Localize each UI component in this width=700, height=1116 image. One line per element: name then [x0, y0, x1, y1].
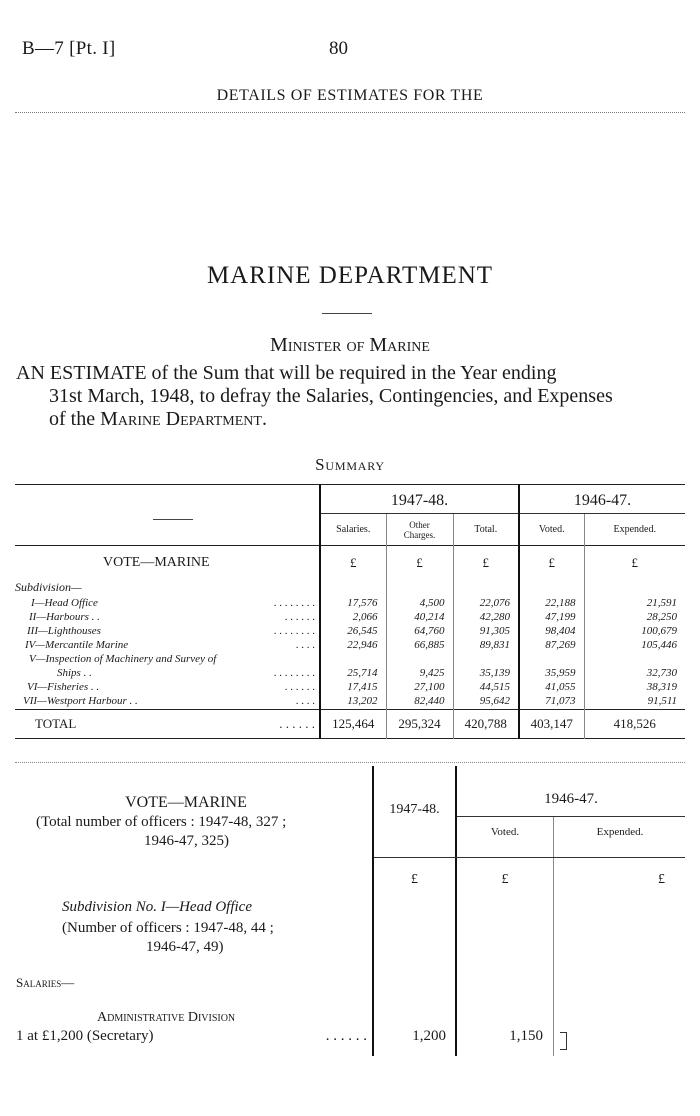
- division-label: Administrative Division: [97, 1010, 236, 1025]
- table-row: Ships . . . . . . . . . . 25,714 9,425 35,139 35,959 32,730: [15, 666, 685, 680]
- currency-symbol: £: [320, 546, 386, 580]
- table-row: III—Lighthouses . . . . . . . . 26,545 64,760 91,305 98,404 100,679: [15, 624, 685, 638]
- vote-title: VOTE—MARINE: [125, 794, 247, 811]
- table-row: V—Inspection of Machinery and Survey of: [15, 652, 685, 666]
- item-voted-value: 1,150: [509, 1028, 543, 1044]
- currency-symbol: £: [519, 546, 584, 580]
- table-row: IV—Mercantile Marine . . . . 22,946 66,885 89,831 87,269 105,446: [15, 638, 685, 652]
- currency-symbol: £: [411, 872, 418, 887]
- sub-officers-line-1: (Number of officers : 1947-48, 44 ;: [62, 920, 274, 936]
- officers-line-1: (Total number of officers : 1947-48, 327 ;: [36, 814, 287, 830]
- salaries-label: Salaries—: [16, 975, 75, 990]
- currency-symbol: £: [386, 546, 453, 580]
- summary-title: Summary: [315, 455, 385, 474]
- header-rule: [374, 857, 685, 858]
- summary-table: [15, 484, 685, 739]
- vote-section: [0, 766, 700, 1056]
- col-1947: 1947-48.: [389, 802, 440, 817]
- currency-symbol: £: [584, 546, 685, 580]
- col-voted: Voted.: [490, 826, 520, 838]
- header-rule: [457, 816, 685, 817]
- subdivision-title: Subdivision No. I—Head Office: [62, 899, 252, 915]
- col-1946: 1946-47.: [544, 791, 598, 807]
- col-expended: Expended.: [584, 514, 685, 546]
- header-rule: [15, 112, 685, 113]
- page-number: 80: [329, 38, 348, 59]
- group-1947: 1947-48.: [320, 490, 519, 514]
- estimate-line-2: 31st March, 1948, to defray the Salaries, Contingencies, and Expenses: [49, 385, 613, 407]
- running-title: DETAILS OF ESTIMATES FOR THE: [216, 87, 484, 104]
- column-rule: [553, 816, 554, 1056]
- total-row: TOTAL . . . . . . 125,464 295,324 420,788 403,147 418,526: [15, 710, 685, 739]
- officers-line-2: 1946-47, 325): [144, 833, 229, 849]
- estimate-line-3: of the Marine Department.: [49, 408, 267, 430]
- item-label: 1 at £1,200 (Secretary): [16, 1028, 154, 1044]
- estimate-paragraph: [16, 362, 686, 431]
- currency-symbol: £: [501, 872, 509, 887]
- col-total: Total.: [453, 514, 519, 546]
- col-voted: Voted.: [519, 514, 584, 546]
- table-row: I—Head Office . . . . . . . . 17,576 4,500 22,076 22,188 21,591: [15, 596, 685, 610]
- currency-symbol: £: [453, 546, 519, 580]
- bracket-mark: [560, 1032, 567, 1050]
- estimate-line-1: AN ESTIMATE of the Sum that will be required in the Year ending: [16, 362, 557, 384]
- table-row: II—Harbours . . . . . . . . 2,066 40,214 42,280 47,199 28,250: [15, 610, 685, 624]
- item-1947-value: 1,200: [412, 1028, 446, 1044]
- minister-title: Minister of Marine: [270, 334, 430, 356]
- title-divider: [322, 313, 372, 314]
- department-title: MARINE DEPARTMENT: [206, 262, 494, 289]
- column-rule: [455, 766, 457, 1056]
- subdivision-label: Subdivision—: [15, 580, 82, 594]
- vote-label: VOTE—MARINE: [103, 554, 210, 570]
- stub-dash: [153, 519, 193, 520]
- table-row: VI—Fisheries . . . . . . . . 17,415 27,100 44,515 41,055 38,319: [15, 680, 685, 694]
- section-rule: [15, 762, 685, 763]
- col-expended: Expended.: [596, 826, 644, 838]
- item-dots: . . . . . .: [325, 1028, 367, 1044]
- currency-symbol: £: [658, 872, 665, 887]
- table-row: VII—Westport Harbour . . . . . . 13,202 82,440 95,642 71,073 91,511: [15, 694, 685, 710]
- col-other-charges: Other Charges.: [386, 514, 453, 546]
- department-name: Marine Department.: [100, 408, 267, 430]
- sub-officers-line-2: 1946-47, 49): [146, 939, 224, 955]
- group-1946: 1946-47.: [519, 490, 685, 514]
- col-salaries: Salaries.: [320, 514, 386, 546]
- page-reference: B—7 [Pt. I]: [22, 38, 116, 59]
